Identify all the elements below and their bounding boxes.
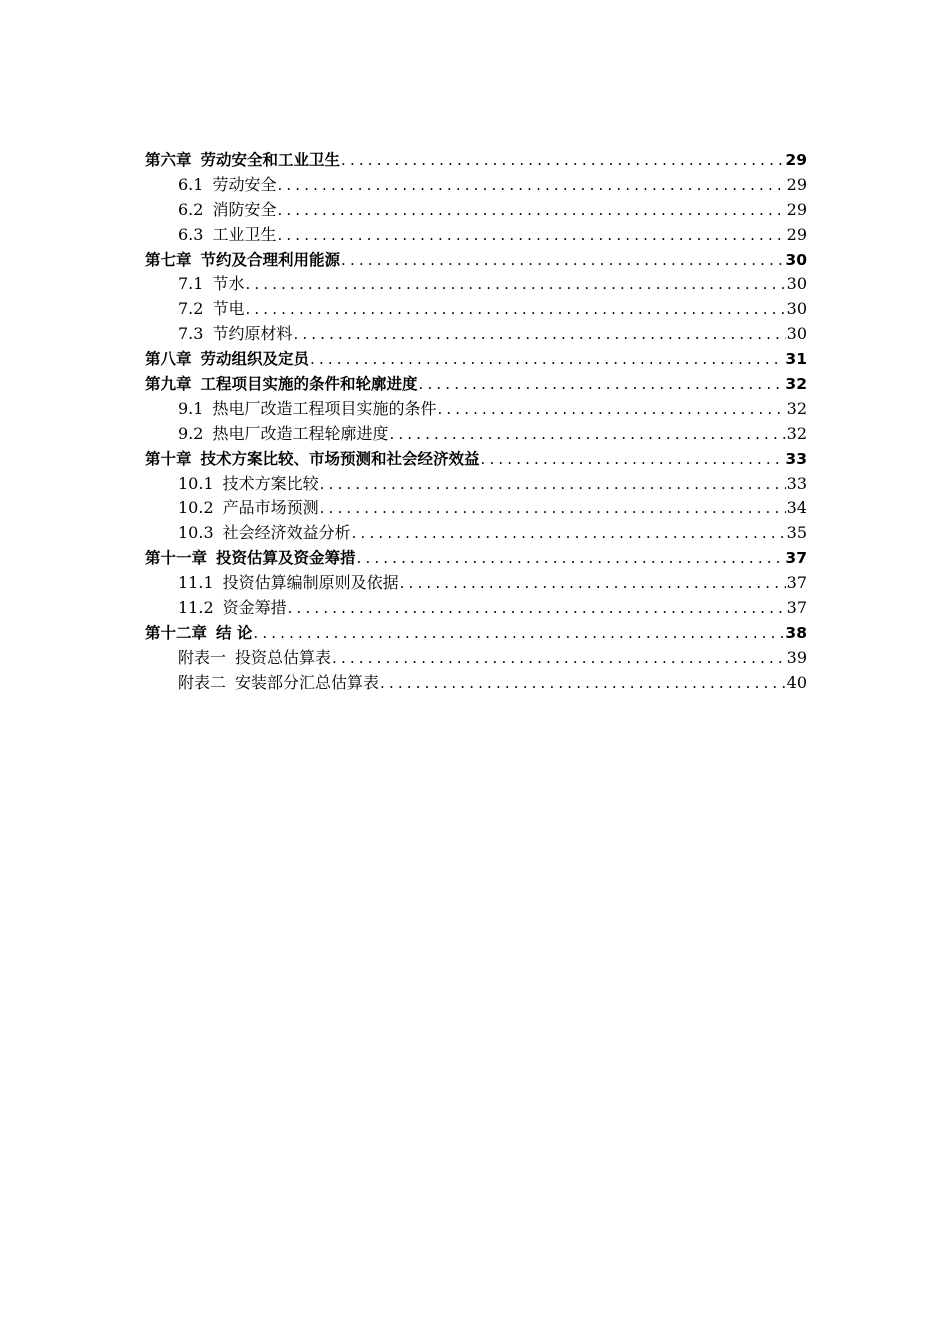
toc-dot-leader (419, 372, 785, 397)
toc-entry-number: 附表二 (178, 672, 227, 692)
toc-entry-number: 11.2 (178, 598, 214, 618)
toc-dot-leader (253, 621, 784, 646)
toc-entry-page: 34 (786, 498, 807, 518)
toc-entry-title: 结 论 (216, 623, 253, 642)
toc-entry-number: 第七章 (145, 250, 192, 269)
toc-entry-section-7-2[interactable] (145, 297, 807, 322)
toc-dot-leader (288, 596, 786, 621)
toc-entry-page: 33 (785, 449, 807, 468)
toc-entry-number: 第六章 (145, 151, 192, 169)
toc-entry-chapter-9[interactable] (145, 372, 807, 397)
toc-entry-title: 安装部分汇总估算表 (235, 672, 380, 692)
toc-entry-section-9-2[interactable] (145, 422, 807, 447)
toc-entry-section-11-1[interactable] (145, 571, 807, 596)
toc-entry-number: 第八章 (145, 350, 192, 369)
toc-entry-chapter-12[interactable] (145, 621, 807, 646)
toc-entry-number: 7.3 (178, 324, 204, 344)
toc-entry-title: 劳动组织及定员 (200, 350, 310, 369)
toc-entry-page: 32 (785, 375, 807, 394)
toc-dot-leader (437, 397, 785, 422)
toc-entry-title: 资金筹措 (222, 598, 287, 618)
toc-entry-number: 第十一章 (145, 549, 208, 568)
toc-entry-page: 29 (785, 151, 807, 169)
toc-entry-number: 6.3 (178, 224, 204, 244)
toc-entry-title: 消防安全 (212, 199, 277, 219)
toc-dot-leader (310, 347, 784, 372)
toc-entry-number: 10.2 (178, 498, 214, 518)
toc-dot-leader (320, 496, 786, 521)
toc-entry-number: 9.2 (178, 423, 204, 443)
toc-entry-title: 工程项目实施的条件和轮廓进度 (200, 375, 418, 394)
toc-entry-number: 10.1 (178, 473, 214, 493)
toc-entry-page: 29 (786, 174, 807, 194)
toc-entry-section-6-3[interactable] (145, 223, 807, 248)
toc-entry-section-6-1[interactable] (145, 173, 807, 198)
toc-dot-leader (277, 173, 785, 198)
toc-entry-title: 工业卫生 (212, 224, 277, 244)
toc-entry-page: 37 (785, 549, 807, 568)
toc-entry-page: 31 (785, 350, 807, 369)
toc-entry-page: 32 (786, 423, 807, 443)
toc-entry-number: 第九章 (145, 375, 192, 394)
toc-entry-title: 投资总估算表 (235, 647, 332, 667)
toc-dot-leader (389, 422, 785, 447)
toc-dot-leader (320, 472, 786, 497)
toc-entry-page: 37 (786, 598, 807, 618)
toc-entry-title: 投资估算编制原则及依据 (222, 573, 399, 593)
toc-entry-page: 30 (785, 250, 807, 269)
table-of-contents (145, 148, 807, 696)
toc-entry-number: 9.1 (178, 398, 204, 418)
toc-dot-leader (380, 671, 786, 696)
toc-dot-leader (481, 447, 785, 472)
toc-entry-title: 投资估算及资金筹措 (216, 549, 356, 568)
toc-dot-leader (352, 521, 786, 546)
toc-dot-leader (277, 198, 785, 223)
toc-entry-title: 热电厂改造工程项目实施的条件 (212, 398, 437, 418)
toc-dot-leader (357, 546, 785, 571)
toc-entry-section-7-3[interactable] (145, 322, 807, 347)
toc-dot-leader (400, 571, 786, 596)
toc-entry-section-7-1[interactable] (145, 272, 807, 297)
toc-entry-chapter-10[interactable] (145, 447, 807, 472)
toc-entry-title: 技术方案比较 (222, 473, 319, 493)
toc-dot-leader (341, 148, 784, 173)
toc-dot-leader (293, 322, 785, 347)
toc-entry-number: 6.2 (178, 199, 204, 219)
toc-entry-page: 35 (786, 523, 807, 543)
toc-dot-leader (245, 297, 785, 322)
toc-entry-section-6-2[interactable] (145, 198, 807, 223)
toc-entry-page: 37 (786, 573, 807, 593)
toc-entry-chapter-6[interactable] (145, 148, 807, 173)
toc-entry-number: 7.2 (178, 299, 204, 319)
toc-dot-leader (277, 223, 785, 248)
toc-entry-number: 11.1 (178, 573, 214, 593)
toc-entry-title: 节约原材料 (212, 324, 293, 344)
toc-entry-number: 附表一 (178, 647, 227, 667)
toc-entry-chapter-8[interactable] (145, 347, 807, 372)
toc-entry-page: 30 (786, 274, 807, 294)
toc-entry-page: 32 (786, 398, 807, 418)
toc-entry-title: 节水 (212, 274, 245, 294)
toc-entry-section-10-3[interactable] (145, 521, 807, 546)
toc-entry-title: 社会经济效益分析 (222, 523, 351, 543)
toc-entry-page: 33 (786, 473, 807, 493)
toc-entry-number: 第十章 (145, 449, 192, 468)
toc-entry-title: 劳动安全和工业卫生 (200, 151, 341, 169)
toc-entry-page: 29 (786, 224, 807, 244)
toc-entry-title: 产品市场预测 (222, 498, 319, 518)
toc-entry-title: 热电厂改造工程轮廓进度 (212, 423, 389, 443)
toc-entry-section-9-1[interactable] (145, 397, 807, 422)
toc-entry-number: 7.1 (178, 274, 204, 294)
toc-entry-page: 39 (786, 647, 807, 667)
toc-entry-page: 30 (786, 299, 807, 319)
toc-entry-title: 劳动安全 (212, 174, 277, 194)
toc-entry-title: 节电 (212, 299, 245, 319)
toc-entry-title: 技术方案比较、市场预测和社会经济效益 (200, 449, 480, 468)
toc-entry-number: 10.3 (178, 523, 214, 543)
toc-dot-leader (332, 646, 786, 671)
toc-entry-appendix-2[interactable] (145, 671, 807, 696)
toc-entry-chapter-7[interactable] (145, 248, 807, 273)
toc-entry-number: 6.1 (178, 174, 204, 194)
toc-entry-section-10-2[interactable] (145, 496, 807, 521)
toc-dot-leader (341, 248, 784, 273)
toc-entry-page: 30 (786, 324, 807, 344)
toc-entry-section-10-1[interactable] (145, 472, 807, 497)
toc-entry-section-11-2[interactable] (145, 596, 807, 621)
toc-entry-number: 第十二章 (145, 623, 208, 642)
toc-entry-title: 节约及合理利用能源 (200, 250, 341, 269)
toc-entry-page: 29 (786, 199, 807, 219)
toc-entry-page: 40 (786, 672, 807, 692)
toc-dot-leader (245, 272, 785, 297)
toc-entry-chapter-11[interactable] (145, 546, 807, 571)
toc-entry-appendix-1[interactable] (145, 646, 807, 671)
toc-entry-page: 38 (785, 623, 807, 642)
